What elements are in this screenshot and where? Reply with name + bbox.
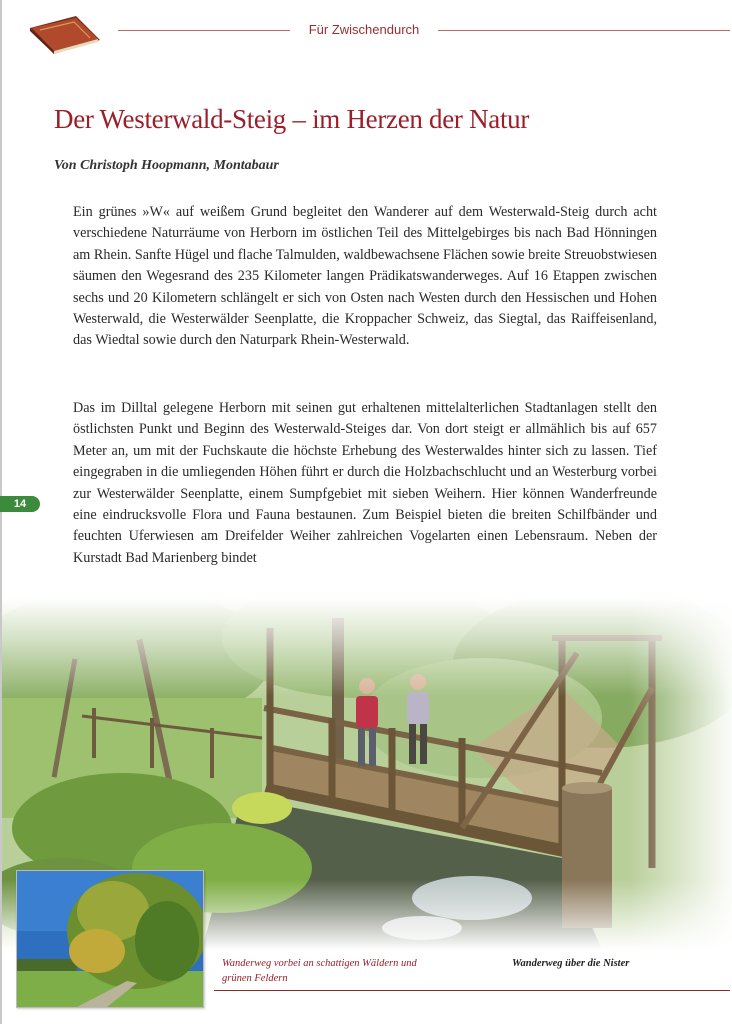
paragraph-1: Ein grünes »W« auf weißem Grund begleitet den Wanderer auf dem Westerwald-Steig durch acht verschiedene Naturräume von Herborn im östlichen Teil des Mittelgebirges bis nach Bad Hönningen am Rhein. Sanfte Hügel und flache Talmulden, waldbewachsene Flächen sowie breite Streuobstwiesen säumen den Wegesrand des 235 Kilometer langen Prädikatswanderweges. Auf 16 Etappen zwischen sechs und 20 Kilometern schlängelt er sich von Osten nach Westen durch den Hessischen und Hohen Westerwald, die Westerwälder Seenplatte, die Kroppacher Schweiz, das Siegtal, das Raiffeisenland, das Wiedtal sowie durch den Naturpark Rhein-Westerwald. (73, 204, 657, 349)
section-label: Für Zwischendurch (308, 22, 420, 37)
paragraph-2: Das im Dilltal gelegene Herborn mit seinen gut erhaltenen mittelalterlichen Stadtanlagen stellt den östlichsten Punkt und Beginn des Westerwald-Steiges dar. Von dort steigt er allmählich bis auf 657 Meter an, um mit der Fuchskaute die höchste Erhebung des Westerwaldes hinter sich zu lassen. Tief eingegraben in die umliegenden Höhen führt er durch die Holzbachschlucht und an Westerburg vorbei zur Westerwälder Seenplatte, einem Sumpfgebiet mit sieben Weihern. Hier können Wanderfreunde eine eindrucksvolle Flora und Fauna bestaunen. Zum Beispiel bieten die breiten Schilfbänder und feuchten Uferwiesen am Dreifelder Weiher zahlreichen Vogelarten einen Lebensraum. Neben der Kurstadt Bad Marienberg bindet (73, 400, 657, 566)
caption-main: Wanderweg über die Nister (512, 958, 630, 969)
page-number: 14 (0, 496, 40, 512)
tree-photo (16, 870, 204, 1008)
caption-inset: Wanderweg vorbei an schattigen Wäldern und grünen Feldern (222, 958, 417, 984)
book-icon (26, 14, 102, 56)
footer-rule (214, 990, 730, 991)
article-title: Der Westerwald-Steig – im Herzen der Natur (54, 104, 530, 134)
header-rule-left (118, 30, 290, 31)
header-rule-right (438, 30, 730, 31)
article-byline: Von Christoph Hoopmann, Montabaur (54, 158, 279, 173)
